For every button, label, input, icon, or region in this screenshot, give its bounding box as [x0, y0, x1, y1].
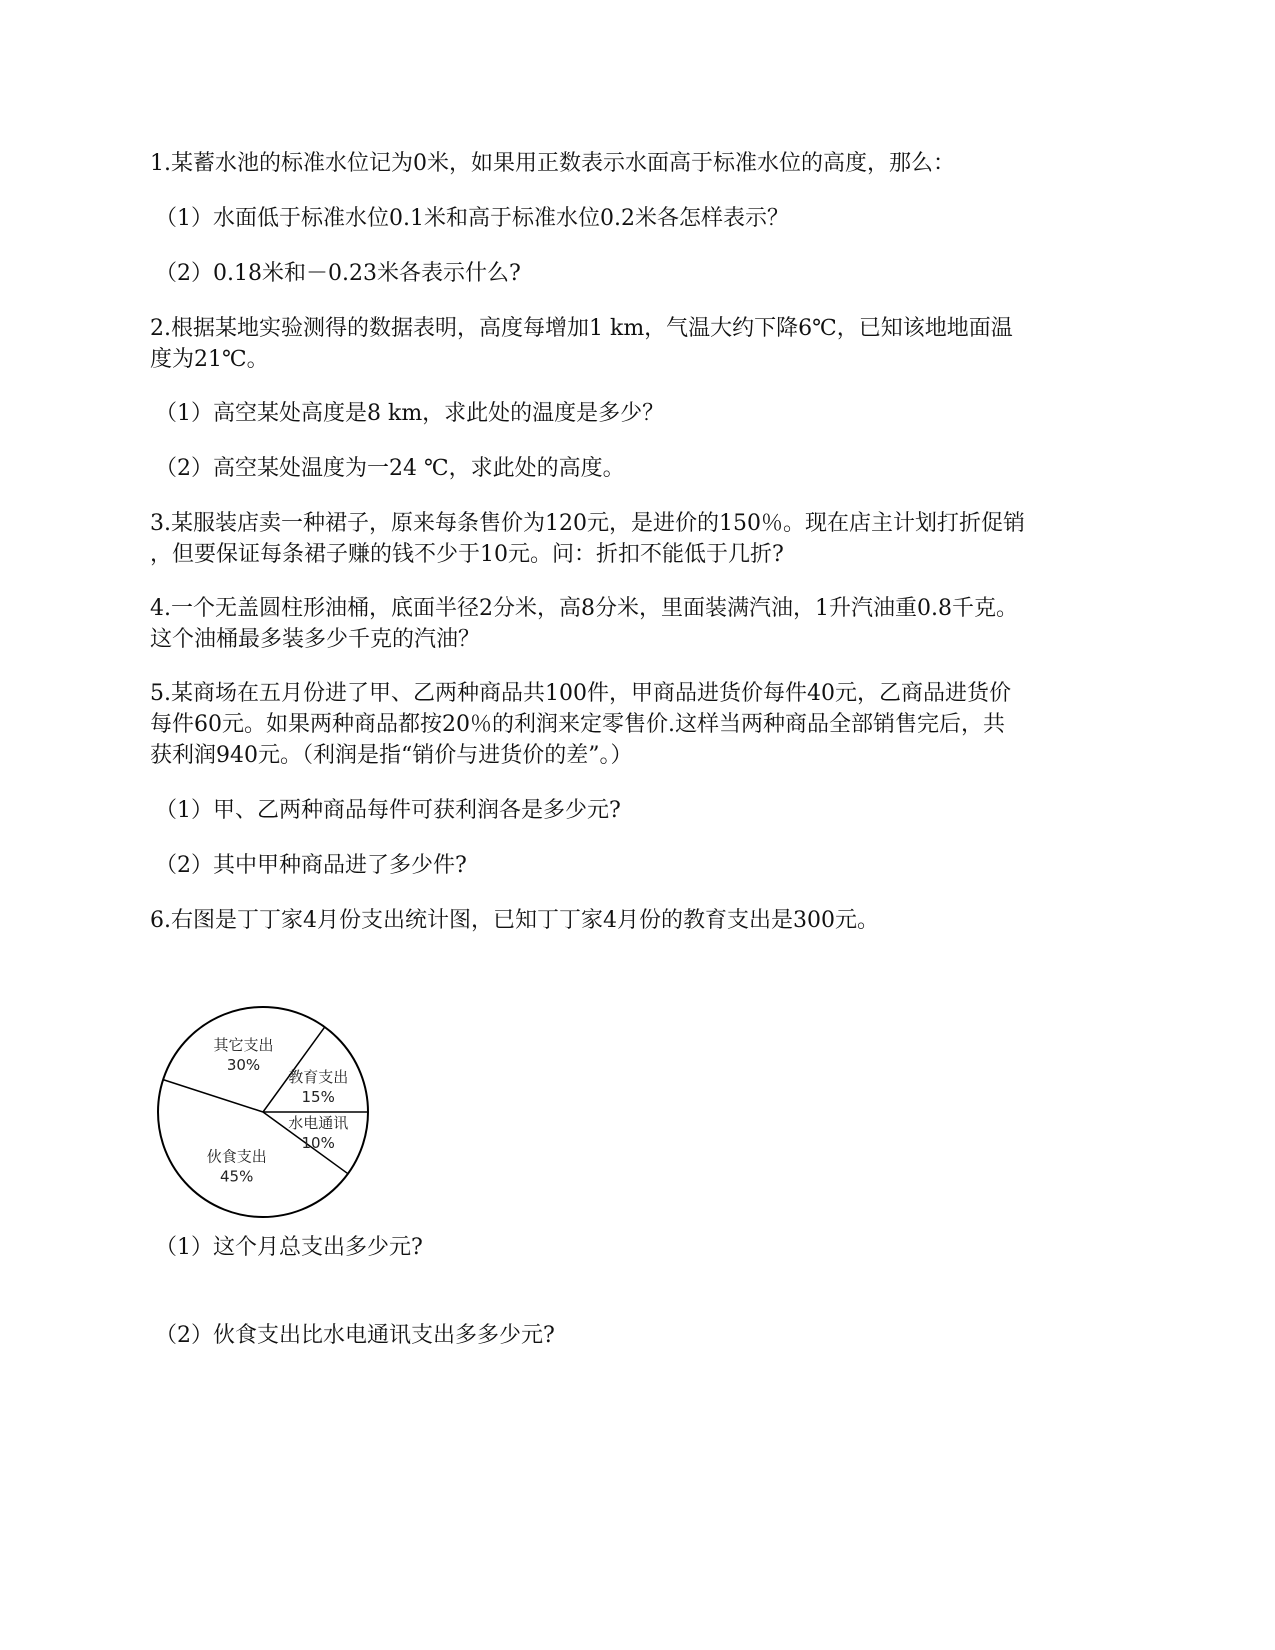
q1-stem: 1.某蓄水池的标准水位记为0米，如果用正数表示水面高于标准水位的高度，那么： [150, 151, 955, 176]
q6-stem: 6.右图是丁丁家4月份支出统计图，已知丁丁家4月份的教育支出是300元。 [150, 908, 879, 933]
q2-stem-line2: 度为21℃。 [150, 347, 269, 372]
pie-slice-divider-3 [163, 1080, 263, 1112]
q5-stem-line3: 获利润940元。（利润是指“销价与进货价的差”。） [150, 743, 633, 768]
q6-sub2: （2）伙食支出比水电通讯支出多多少元? [155, 1323, 555, 1348]
q5-stem-line1: 5.某商场在五月份进了甲、乙两种商品共100件，甲商品进货价每件40元，乙商品进货价 [150, 681, 1011, 706]
q3-stem-line1: 3.某服装店卖一种裙子，原来每条售价为120元，是进价的150％。现在店主计划打折促销 [150, 511, 1025, 536]
pie-slice-label: 水电通讯 [288, 1113, 349, 1132]
pie-slice-percent: 10% [301, 1133, 335, 1152]
q3-stem-line2: ，但要保证每条裙子赚的钱不少于10元。问：折扣不能低于几折? [150, 542, 784, 567]
q6-sub1: （1）这个月总支出多少元? [155, 1235, 423, 1260]
q2-sub1: （1）高空某处高度是8 km，求此处的温度是多少？ [155, 401, 665, 426]
q1-sub1: （1）水面低于标准水位0.1米和高于标准水位0.2米各怎样表示？ [155, 206, 789, 231]
pie-slice-percent: 15% [301, 1087, 335, 1106]
pie-slice-label: 伙食支出 [206, 1147, 267, 1166]
q1-sub2: （2）0.18米和－0.23米各表示什么? [155, 261, 521, 286]
pie-slice-label: 教育支出 [288, 1067, 349, 1086]
q4-stem-line1: 4.一个无盖圆柱形油桶，底面半径2分米，高8分米，里面装满汽油，1升汽油重0.8千克。 [150, 596, 1018, 621]
q2-stem-line1: 2.根据某地实验测得的数据表明，高度每增加1 km，气温大约下降6℃，已知该地地面温 [150, 316, 1013, 341]
pie-slice-percent: 30% [226, 1056, 261, 1075]
q5-sub1: （1）甲、乙两种商品每件可获利润各是多少元? [155, 798, 621, 823]
q2-sub2: （2）高空某处温度为一24 ℃，求此处的高度。 [155, 456, 625, 481]
pie-slice-percent: 45% [220, 1167, 254, 1186]
q4-stem-line2: 这个油桶最多装多少千克的汽油？ [150, 627, 481, 652]
q5-sub2: （2）其中甲种商品进了多少件? [155, 853, 467, 878]
q5-stem-line2: 每件60元。如果两种商品都按20％的利润来定零售价.这样当两种商品全部销售完后，共 [150, 712, 1005, 737]
pie-slice-label: 其它支出 [213, 1036, 274, 1055]
expense-pie-chart [150, 1000, 390, 1240]
